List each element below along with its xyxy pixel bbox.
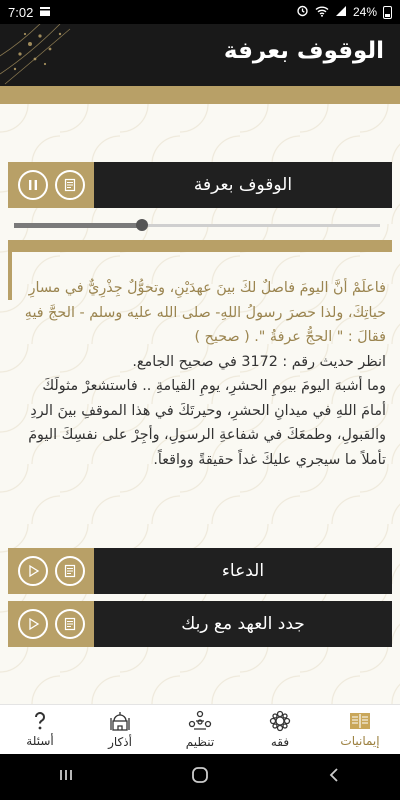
nav-label-fiqh: فقه <box>270 735 290 749</box>
renew-section-title: جدد العهد مع ربك <box>94 601 392 647</box>
document-icon <box>63 617 77 631</box>
renew-section-bar[interactable] <box>8 601 392 647</box>
audio-progress-slider[interactable] <box>14 218 380 232</box>
nav-label-adhkar: أذكار <box>108 735 132 749</box>
nav-item-adhkar[interactable] <box>80 705 160 754</box>
ornament-icon <box>269 710 291 732</box>
pause-icon <box>26 178 40 192</box>
nav-item-fiqh[interactable] <box>240 705 320 754</box>
system-navigation-bar <box>0 754 400 800</box>
nav-label-imaniyat: إيمانيات <box>340 734 380 748</box>
battery-icon <box>383 6 392 19</box>
play-icon <box>26 564 40 578</box>
audio-section-bar[interactable] <box>8 162 392 208</box>
battery-percentage: 24% <box>352 5 377 19</box>
kaaba-notification-icon <box>39 5 51 20</box>
recent-apps-button[interactable] <box>58 767 74 787</box>
back-button[interactable] <box>326 767 342 787</box>
nav-item-tanzeem[interactable] <box>160 705 240 754</box>
header-divider <box>0 86 400 104</box>
mosque-icon <box>109 710 131 732</box>
dua-section-bar[interactable] <box>8 548 392 594</box>
people-icon <box>188 710 212 732</box>
article-side-border <box>8 252 12 300</box>
renew-play-button[interactable] <box>18 609 48 639</box>
audio-controls <box>8 162 94 208</box>
nav-label-asila: أسئلة <box>26 734 54 748</box>
document-icon <box>63 564 77 578</box>
pause-button[interactable] <box>18 170 48 200</box>
document-button[interactable] <box>55 170 85 200</box>
home-icon <box>190 765 210 785</box>
page-title: الوقوف بعرفة <box>223 38 384 64</box>
dua-play-button[interactable] <box>18 556 48 586</box>
nav-item-imaniyat[interactable] <box>320 705 400 754</box>
slider-thumb[interactable] <box>136 219 148 231</box>
audio-section-title: الوقوف بعرفة <box>94 162 392 208</box>
slider-fill <box>14 223 142 228</box>
nav-item-asila[interactable] <box>0 705 80 754</box>
book-icon <box>349 711 371 731</box>
question-icon <box>32 711 48 731</box>
bottom-navigation <box>0 704 400 754</box>
document-icon <box>63 178 77 192</box>
dua-document-button[interactable] <box>55 556 85 586</box>
nav-label-tanzeem: تنظيم <box>185 735 215 749</box>
back-icon <box>326 767 342 783</box>
article-paragraph-3: وما أشبهَ اليومَ بيومِ الحشرِ، يومِ القيامةِ .. فاستشعرْ مثولَكَ أمامَ اللهِ في ميدانِ الحشرِ، وحيرتَكَ في هذا الموقفِ بينَ الردِ والقبولِ، وطمعَكَ في شفاعةِ الرسولِ، وأجِرْ على نفسِكَ اليومَ تأملاً ما سيجري عليكَ غداً حقيقةً وواقعاً. <box>28 378 386 468</box>
status-time: 7:02 <box>8 4 34 20</box>
play-icon <box>26 617 40 631</box>
renew-document-button[interactable] <box>55 609 85 639</box>
dua-controls <box>8 548 94 594</box>
article-paragraph-2: انظر حديث رقم : 3172 في صحيح الجامع. <box>132 353 386 370</box>
recent-apps-icon <box>58 767 74 783</box>
status-bar <box>0 0 400 24</box>
wifi-icon <box>315 5 329 20</box>
app-header <box>0 24 400 86</box>
ornament-icon <box>0 24 100 86</box>
renew-controls <box>8 601 94 647</box>
article-text <box>20 276 386 472</box>
article-top-border <box>8 240 392 252</box>
dua-section-title: الدعاء <box>94 548 392 594</box>
signal-icon <box>335 5 347 20</box>
alarm-icon <box>296 4 309 20</box>
article-paragraph-1: فاعلَمْ أنَّ اليومَ فاصلٌ لكَ بينَ عهدَيْنِ، وتحوُّلٌ جِذْرِيٌّ في مسارِ حياتِكَ، ولذا حصرَ رسولُ اللهِ- صلى الله عليه وسلم - الحجَّ فيهِ فقالَ : " الحجُّ عرفةُ ". ( صحيح ) <box>24 280 386 345</box>
home-button[interactable] <box>190 765 210 789</box>
